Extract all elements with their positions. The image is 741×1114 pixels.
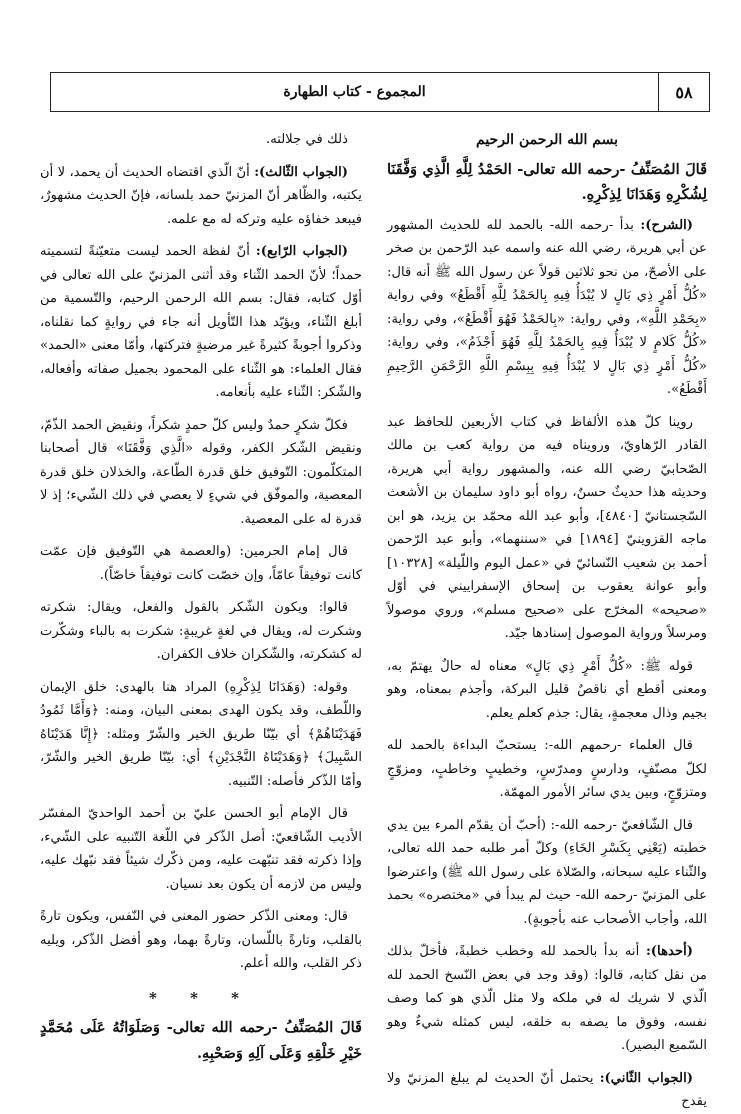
sharh-paragraph	[387, 214, 707, 402]
dhikr-meaning-paragraph: قال: ومعنى الذّكر حضور المعنى في النّفس، ويكون تارةً بالقلب، وتارةً باللّسان، وتارةً بهما، وهو أفضل الذّكر، ويليه ذكر القلب، والله أعلم.	[40, 909, 362, 971]
author-text-heading-2: قَالَ المُصَنِّفُ -رحمه الله تعالى- وَصَلَوَاتُهُ عَلَى مُحَمَّدٍ خَيْرِ خَلْقِهِ وَعَلَى آلِهِ وَصَحْبِهِ.	[40, 1019, 362, 1062]
basmala: بسم الله الرحمن الرحيم	[476, 132, 618, 148]
section-separator: * * *	[149, 988, 253, 1007]
fourth-answer-text: أنّ لفظة الحمد ليست متعيّنةً لتسميته حمداً؛ لأنّ الحمد الثّناء وقد أثنى المزنيّ على الله تعالى في أوّل كتابه، فقال: بسم الله الرحمن الرحيم، والتّسمية من أبلغ الثّناء، ويؤيّد هذا التّأويل أنه جاء في روايةٍ كما نقلناه، وذكروا أجوبةً كثيرةً غير مرضيةٍ فتركتها، وأمّا معنى «الحمد» فقال العلماء: هو الثّناء على المحمود بجميل صفاته وأفعاله، والشّكر: الثّناء عليه بأنعامه.	[40, 244, 362, 400]
wahidi-paragraph: قال الإمام أبو الحسن عليّ بن أحمد الواحديّ المفسّر الأديب الشّافعيّ: أصل الذّكر في اللّغة التّنبيه على الشّيء، وإذا ذكرته فقد تنبّهت عليه، ومن ذكّرك شيئاً فقد نبّهك عليه، وليس من لازمه أن يكون بعد نسيان.	[40, 806, 362, 892]
ulama-paragraph: قال العلماء -رحمهم الله-: يستحبّ البداءة بالحمد لله لكلّ مصنّفٍ، ودارسٍ ومدرّسٍ، وخطيبٍ وخاطبٍ، ومزوّجٍ ومتزوّجٍ، وبين يدي سائر الأمور المهمّة.	[387, 738, 707, 801]
third-answer-label: (الجواب الثّالث):	[254, 164, 348, 180]
first-answer-label: (أحدها):	[645, 944, 693, 960]
haramayn-paragraph: قال إمام الحرمين: (والعصمة هي التّوفيق فإن عمّت كانت توفيقاً عامّاً، وإن خصّت كانت توفيقاً خاصّاً).	[40, 544, 362, 583]
running-title: المجموع - كتاب الطهارة	[283, 84, 426, 100]
hidaya-paragraph: وقوله: (وَهَدَانَا لِذِكْرِهِ) المراد هنا بالهدى: خلق الإيمان واللّطف، وقد يكون الهدى بمعنى البيان، ومنه: ﴿وَأَمَّا ثَمُودُ فَهَدَيْنَاهُمْ﴾ أي بيّنّا طريق الخير والشّرّ ومثله: ﴿إِنَّا هَدَيْنَاهُ السَّبِيلَ﴾ ﴿وَهَدَيْنَاهُ النَّجْدَيْنِ﴾ أي: بيّنّا طريق الخير والشّرّ، وأمّا الذّكر فأصله: التّنبيه.	[40, 679, 362, 789]
author-text-heading: قَالَ المُصَنِّفُ -رحمه الله تعالى- الحَمْدُ لِلَّهِ الَّذِي وَفَّقَنَا لِشُكْرِهِ وَهَدَانَا لِذِكْرِهِ.	[387, 160, 707, 204]
sharh-text: بدأ -رحمه الله- بالحمد لله للحديث المشهور عن أبي هريرة، رضي الله عنه واسمه عبد الرّحمن بن صخر على الأصحّ، من نحو ثلاثين قولاً عن رسول الله ﷺ أنه قال: «كُلُّ أَمْرٍ ذِي بَالٍ لا يُبْدَأُ فِيهِ بِالحَمْدُ لِلَّهِ أَقْطَعُ» وفي رواية «بِحَمْدِ اللَّهِ»، وفي رواية: «بِالحَمْدُ فَهُوَ أَقْطَعُ»، وفي رواية: «كُلُّ كَلامٍ لا يُبْدَأُ فِيهِ بِالحَمْدُ لِلَّهِ فَهُوَ أَجْذَمُ»، وفي رواية: «كُلُّ أَمْرٍ ذِي بَالٍ لا يُبْدَأُ فِيهِ بِبِسْمِ اللَّهِ الرَّحْمَنِ الرَّحِيمِ أَقْطَعُ».	[387, 217, 707, 398]
fourth-answer-label: (الجواب الرّابع):	[255, 244, 348, 259]
page-header	[50, 72, 710, 112]
left-column	[40, 128, 362, 1096]
second-answer-text: يحتمل أنّ الحديث لم يبلغ المزنيّ ولا يقدح	[387, 1070, 707, 1110]
third-answer-text: أنّ الّذي اقتضاه الحديث أن يحمد، لا أن يكتبه، والظّاهر أنّ المزنيّ حمد بلسانه، فإنّ الحديث مشهورٌ، فيبعد خفاؤه عليه وتركه له مع علمه.	[40, 164, 362, 227]
riwayat-paragraph: روينا كلّ هذه الألفاظ في كتاب الأربعين للحافظ عبد القادر الرّهاويّ، ورويناه فيه من رواية كعب بن مالك الصّحابيّ رضي الله عنه، والمشهور رواية أبي هريرة، وحديثه هذا حديثٌ حسنٌ، رواه أبو داود سليمان بن الأشعث السّجستانيّ [٤٨٤٠]، وأبو عبد الله محمّد بن يزيد، هو ابن ماجه القزوينيّ [١٨٩٤] في «سننهما»، وأبو عبد الرّحمن أحمد بن شعيب النّسائيّ في «عمل اليوم واللّيلة» [١٠٣٢٨] وأبو عوانة يعقوب بن إسحاق الإسفراييني في أوّل «صحيحه» المخرّج على «صحيح مسلم»، وروي موصولاً ومرسلاً ورواية الموصول إسنادها جيّد.	[387, 414, 707, 642]
right-column	[387, 128, 707, 1110]
shukr-paragraph: فكلّ شكرٍ حمدٌ وليس كلّ حمدٍ شكراً، ونقيض الحمد الذّمّ، ونقيض الشّكر الكفر، وقوله «الَّذِي وَفَّقَنَا» قال أصحابنا المتكلّمون: التّوفيق خلق قدرة الطّاعة، والخذلان خلق قدرة المعصية، والموفّق في شيءٍ لا يعصي في ذلك الشّيء؛ إذ لا قدرة له على المعصية.	[40, 417, 362, 527]
third-answer-paragraph	[40, 161, 362, 232]
first-answer-paragraph	[387, 940, 707, 1058]
qalu-paragraph: قالوا: ويكون الشّكر بالقول والفعل، ويقال: شكرته وشكرت له، ويقال في لغةٍ غريبةٍ: شكرت به بالباء وشكّرت له كشكرته، والشّكران خلاف الكفران.	[40, 600, 362, 662]
continuation-line: ذلك في جلالته.	[266, 132, 348, 147]
qawluhu-paragraph: قوله ﷺ: «كُلُّ أَمْرٍ ذِي بَالٍ» معناه له حالٌ يهتمّ به، ومعنى أقطع أي ناقصٌ قليل البركة، وأجذم بمعناه، وهو بجيم وذال معجمةٍ، يقال: جذم كعلم يعلم.	[387, 658, 707, 721]
page-number: ٥٨	[658, 73, 709, 111]
fourth-answer-paragraph	[40, 240, 362, 405]
shafii-paragraph: قال الشّافعيّ -رحمه الله-: (أحبّ أن يقدّم المرء بين يدي خطبته (يَعْنِي بِكَسْرِ الخَاءِ) وكلّ أمر طلبه حمد الله تعالى، والثّناء عليه سبحانه، والصّلاة على رسول الله ﷺ) واعترضوا على المزنيّ -رحمه الله- حيث لم يبدأ في «مختصره» بحمد الله، وأجاب الأصحاب عنه بأجوبةٍ).	[387, 817, 707, 927]
second-answer-paragraph	[387, 1067, 707, 1114]
second-answer-label: (الجواب الثّاني):	[599, 1070, 693, 1086]
first-answer-text: أنه بدأ بالحمد لله وخطب خطبةً، فأخلّ بذلك من نقل كتابه، قالوا: (وقد وجد في بعض النّسخ الحمد لله الّذي لا شريك له في ملكه ولا مثل الّذي هو كما وصف نفسه، وفوق ما يصفه به خلقه، ليس كمثله شيءٌ وهو السّميع البصير).	[387, 944, 707, 1054]
sharh-label: (الشرح):	[640, 217, 693, 233]
